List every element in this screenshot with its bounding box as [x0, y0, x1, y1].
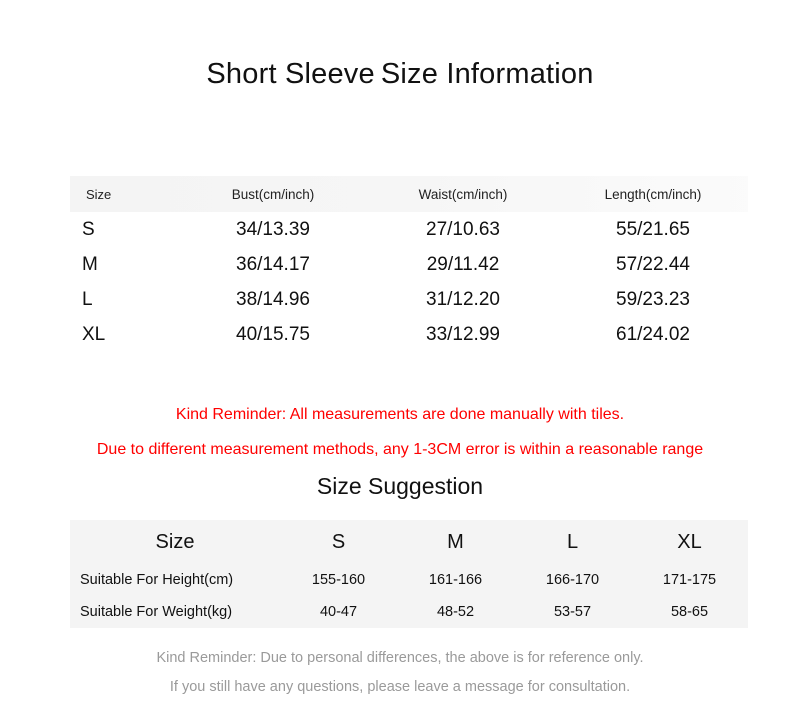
height-value-s: 155-160	[311, 572, 366, 588]
size-table-body	[70, 212, 748, 352]
reminder-line-1: Kind Reminder: All measurements are done manually with tiles.	[175, 406, 625, 423]
weight-value-xl: 58-65	[670, 604, 709, 620]
height-value-xl: 171-175	[662, 572, 717, 588]
suggestion-header-s: S	[331, 530, 346, 553]
suggestion-table-wrapper	[70, 520, 748, 628]
height-value-l: 166-170	[545, 572, 600, 588]
table-row	[70, 282, 748, 317]
size-cell: L	[82, 288, 93, 310]
weight-value-m: 48-52	[436, 604, 475, 620]
suggestion-header-row	[70, 520, 748, 564]
table-row	[70, 564, 748, 596]
suggestion-header-l: L	[566, 530, 579, 553]
suggestion-title: Size Suggestion	[316, 473, 484, 499]
length-cell: 57/22.44	[616, 253, 690, 275]
waist-cell: 33/12.99	[426, 323, 500, 345]
suggestion-header-xl: XL	[677, 530, 702, 553]
bust-cell: 36/14.17	[236, 253, 310, 275]
length-cell: 59/23.23	[616, 288, 690, 310]
waist-cell: 31/12.20	[426, 288, 500, 310]
waist-cell: 27/10.63	[426, 218, 500, 240]
height-value-m: 161-166	[428, 572, 483, 588]
size-table-header-row	[70, 176, 748, 212]
suggestion-table-head	[70, 520, 748, 564]
size-table-header-size: Size	[86, 186, 112, 202]
size-table	[70, 176, 748, 352]
bust-cell: 40/15.75	[236, 323, 310, 345]
size-cell: S	[82, 218, 95, 240]
size-table-header-waist: Waist(cm/inch)	[418, 186, 508, 202]
length-cell: 55/21.65	[616, 218, 690, 240]
bust-cell: 38/14.96	[236, 288, 310, 310]
size-table-head	[70, 176, 748, 212]
suggestion-header-size: Size	[155, 530, 195, 553]
page-title	[0, 58, 800, 91]
suggestion-row-label-height: Suitable For Height(cm)	[80, 572, 234, 588]
bust-cell: 34/13.39	[236, 218, 310, 240]
size-table-header-bust: Bust(cm/inch)	[231, 186, 315, 202]
size-cell: XL	[82, 323, 106, 345]
table-row	[70, 596, 748, 628]
waist-cell: 29/11.42	[426, 253, 500, 275]
reminder-line-2: Due to different measurement methods, any 1-3CM error is within a reasonable range	[96, 441, 704, 458]
table-row	[70, 247, 748, 282]
suggestion-header-m: M	[447, 530, 464, 553]
suggestion-row-label-weight: Suitable For Weight(kg)	[80, 604, 233, 620]
weight-value-l: 53-57	[553, 604, 592, 620]
suggestion-table	[70, 520, 748, 628]
length-cell: 61/24.02	[616, 323, 690, 345]
table-row	[70, 317, 748, 352]
page-title-main: Short Sleeve	[206, 58, 375, 90]
suggestion-table-body	[70, 564, 748, 628]
footnote-line-2: If you still have any questions, please leave a message for consultation.	[169, 679, 631, 695]
weight-value-s: 40-47	[319, 604, 358, 620]
size-table-header-length: Length(cm/inch)	[604, 186, 702, 202]
footnote-line-1: Kind Reminder: Due to personal differences, the above is for reference only.	[156, 650, 644, 666]
page-title-sub: Size Information	[380, 58, 594, 90]
size-cell: M	[82, 253, 98, 275]
table-row	[70, 212, 748, 247]
